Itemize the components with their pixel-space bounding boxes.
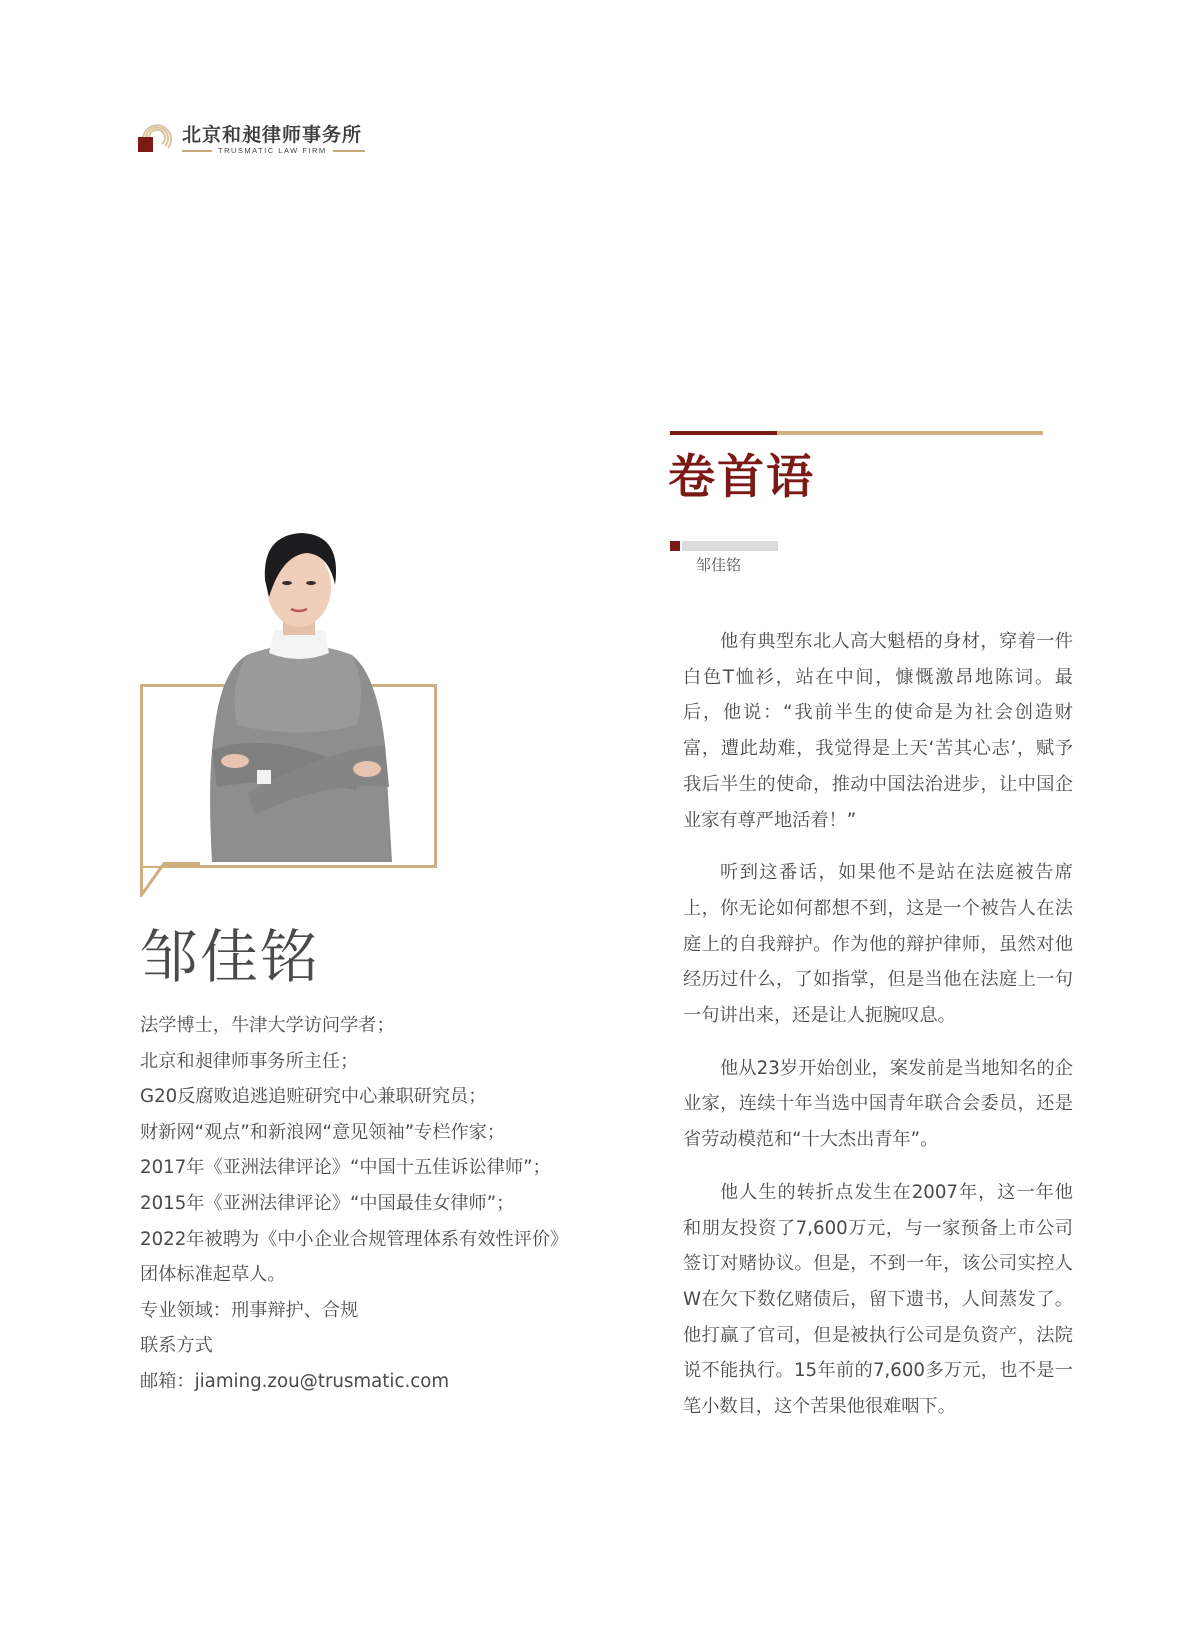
bio-line: G20反腐败追逃追赃研究中心兼职研究员；	[140, 1086, 487, 1108]
bio-line: 2017年《亚洲法律评论》“中国十五佳诉讼律师”；	[140, 1157, 551, 1179]
profile-bio	[140, 1008, 568, 1400]
bio-line: 财新网“观点”和新浪网“意见领袖”专栏作家；	[140, 1121, 506, 1143]
divider	[182, 150, 212, 152]
email-line[interactable]: 邮箱：jiaming.zou@trusmatic.com	[140, 1370, 450, 1392]
section-title: 卷首语	[668, 450, 815, 505]
accent-gold	[777, 431, 1043, 435]
bio-line: 法学博士，牛津大学访问学者；	[140, 1015, 395, 1036]
profile-name: 邹佳铭	[140, 923, 321, 991]
bio-line: 2015年《亚洲法律评论》“中国最佳女律师”；	[140, 1192, 515, 1214]
bio-line: 北京和昶律师事务所主任；	[140, 1050, 359, 1072]
firm-logo	[138, 118, 408, 158]
article-paragraph: 他有典型东北人高大魁梧的身材，穿着一件白色T恤衫，站在中间，慷慨激昂地陈词。最后，他说：“我前半生的使命是为社会创造财富，遭此劫难，我觉得是上天‘苦其心志’，赋予我后半生的使命，推动中国法治进步，让中国企业家有尊严地活着！”	[683, 631, 1073, 831]
bio-line: 联系方式	[140, 1335, 213, 1357]
accent-grey	[682, 541, 778, 551]
portrait-photo	[207, 525, 392, 862]
speech-bubble-tail-icon	[140, 862, 200, 897]
author-accent-bar	[670, 541, 778, 551]
accent-red	[670, 541, 680, 551]
firm-name-en-row	[182, 146, 365, 155]
article-paragraph: 他从23岁开始创业，案发前是当地知名的企业家，连续十年当选中国青年联合会委员，还是省劳动模范和“十大杰出青年”。	[683, 1057, 1073, 1151]
article-author: 邹佳铭	[696, 556, 742, 574]
bio-line: 团体标准起草人。	[140, 1264, 286, 1286]
firm-logo-mark-icon	[138, 118, 174, 154]
accent-red	[670, 431, 777, 435]
bio-line: 2022年被聘为《中小企业合规管理体系有效性评价》	[140, 1228, 569, 1250]
divider	[333, 150, 365, 152]
article-paragraph: 听到这番话，如果他不是站在法庭被告席上，你无论如何都想不到，这是一个被告人在法庭上的自我辩护。作为他的辩护律师，虽然对他经历过什么，了如指掌，但是当他在法庭上一句一句讲出来，还是让人扼腕叹息。	[683, 862, 1073, 1027]
bio-line: 专业领域：刑事辩护、合规	[140, 1299, 359, 1321]
article-body	[683, 624, 1073, 1442]
firm-name-en: TRUSMATIC LAW FIRM	[218, 146, 327, 155]
title-accent-bar	[670, 431, 1043, 435]
article-paragraph: 他人生的转折点发生在2007年，这一年他和朋友投资了7,600万元，与一家预备上市公司签订对赌协议。但是，不到一年，该公司实控人W在欠下数亿赌债后，留下遗书，人间蒸发了。他打赢了官司，但是被执行公司是负资产，法院说不能执行。15年前的7,600多万元，也不是一笔小数目，这个苦果他很难咽下。	[683, 1181, 1073, 1418]
firm-name-cn: 北京和昶律师事务所	[182, 124, 363, 146]
